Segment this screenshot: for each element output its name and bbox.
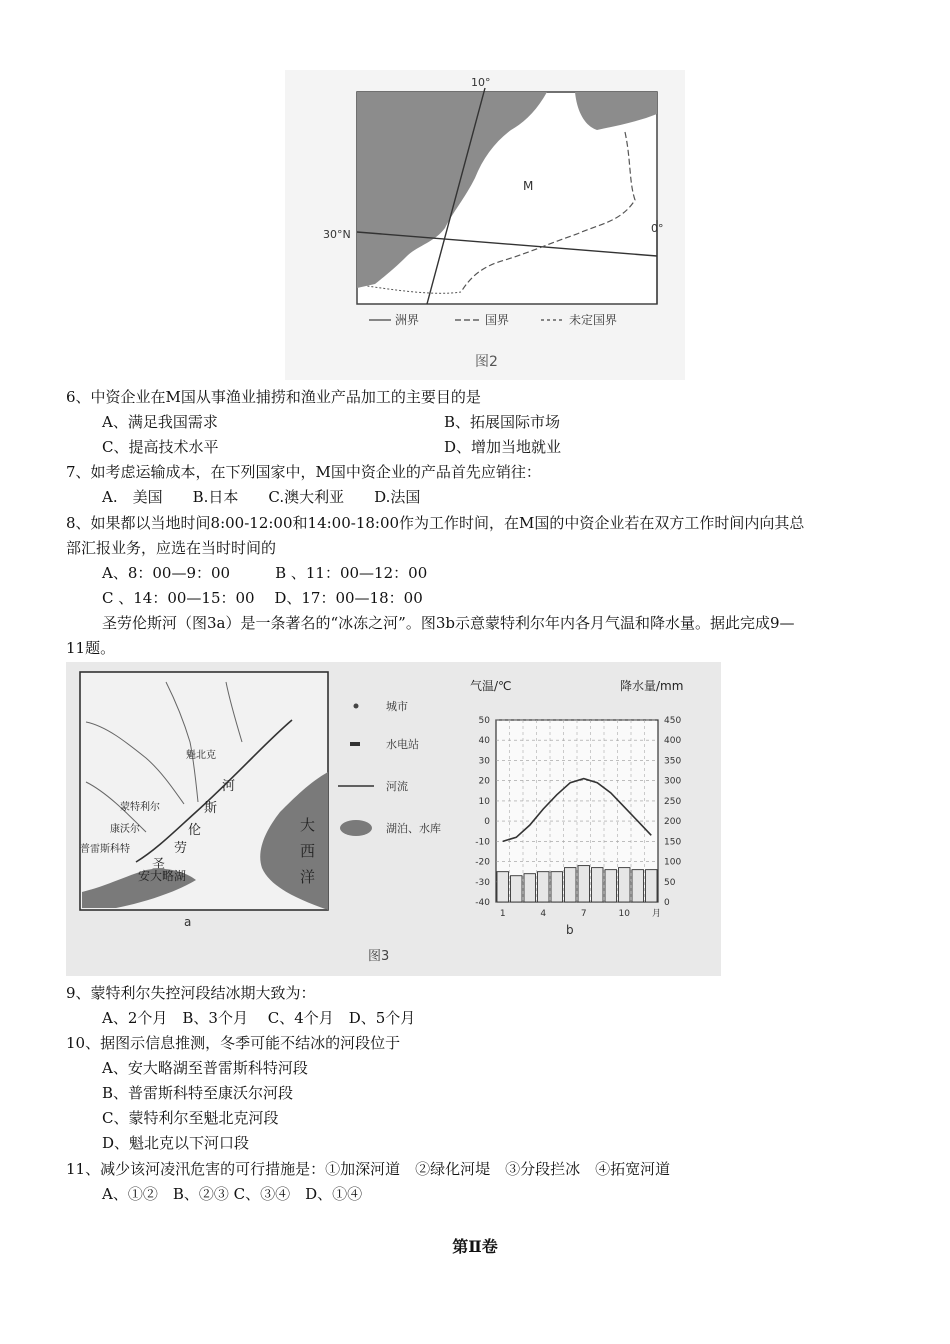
legend-continent-boundary: 洲界 [395,313,420,327]
legend-river: 河流 [386,780,408,793]
q10-stem: 10、据图示信息推测，冬季可能不结冰的河段位于 [66,1034,401,1052]
river-char-3: 伦 [188,823,202,838]
precip-bar [565,868,577,902]
legend-lake: 湖泊、水库 [386,822,441,835]
q6-option-a: A、满足我国需求 [102,413,218,431]
figure-3 [66,662,721,976]
q6-stem: 6、中资企业在M国从事渔业捕捞和渔业产品加工的主要目的是 [66,388,481,406]
label-lat30: 30°N [323,228,351,241]
ytick-right: 150 [664,837,682,848]
label-lon10: 10° [471,76,491,89]
city-montreal: 蒙特利尔 [120,802,160,813]
xtick: 10 [618,909,630,919]
q9-options: A、2个月 B、3个月 C、4个月 D、5个月 [102,1009,416,1027]
precip-bar [511,876,523,902]
xtick: 1 [499,909,506,919]
q10-option-b: B、普雷斯科特至康沃尔河段 [102,1084,294,1102]
ytick-left: -30 [475,877,490,888]
city-prescott: 普雷斯科特 [80,844,130,855]
ocean-char-1: 大 [300,816,316,834]
q8-options-cd: C 、14：00—15：00 D、17：00—18：00 [102,589,423,607]
q11-options: A、①② B、②③ C、③④ D、①④ [102,1185,363,1203]
q11-stem: 11、减少该河凌汛危害的可行措施是：①加深河道 ②绿化河堤 ③分段拦冰 ④拓宽河道 [66,1160,671,1178]
map-sublabel: a [184,915,192,929]
ocean-char-2: 西 [300,842,316,860]
q6-option-b: B、拓展国际市场 [444,413,561,431]
ytick-left: 0 [484,817,490,828]
q10-option-a: A、安大略湖至普雷斯科特河段 [102,1059,308,1077]
q6-option-c: C、提高技术水平 [102,438,219,456]
q6-option-d: D、增加当地就业 [444,438,562,456]
precip-bar [497,872,509,902]
q8-options-ab: A、8：00—9：00 B 、11：00—12：00 [102,564,428,582]
figure-2-caption: 图2 [475,354,498,370]
legend-national-boundary: 国界 [485,313,510,327]
label-lon0: 0° [651,222,664,235]
xaxis-unit: 月 [652,909,662,919]
q8-stem-line1: 8、如果都以当地时间8:00-12:00和14:00-18:00作为工作时间，在M国的中资企业若在双方工作时间内向其总 [66,514,805,532]
precip-bar [632,870,644,902]
q7-stem: 7、如考虑运输成本，在下列国家中，M国中资企业的产品首先应销往： [66,463,541,481]
precip-bar [578,866,590,902]
ytick-right: 250 [664,796,682,807]
figure-2-map [285,70,685,380]
ytick-right: 300 [664,776,682,787]
precip-bar [619,868,631,902]
precip-bar [524,874,536,902]
ytick-right: 50 [664,877,676,888]
ytick-left: 10 [478,796,490,807]
section-heading: 第Ⅱ卷 [452,1237,498,1256]
ytick-right: 350 [664,756,682,767]
ytick-right: 400 [664,736,682,747]
intro-line2: 11题。 [66,639,116,657]
ytick-left: -10 [475,837,490,848]
q10-option-d: D、魁北克以下河口段 [102,1134,250,1152]
ytick-right: 0 [664,898,670,908]
ocean-char-3: 洋 [300,868,316,886]
river-char-1: 圣 [152,857,166,872]
xtick: 7 [580,909,587,919]
ytick-right: 450 [664,716,682,726]
ytick-left: 20 [478,776,490,787]
intro-line1: 圣劳伦斯河（图3a）是一条著名的“冰冻之河”。图3b示意蒙特利尔年内各月气温和降水量。据此完成9— [102,614,795,632]
xtick: 4 [540,909,547,919]
precip-bar [646,870,658,902]
ytick-left: 40 [478,736,490,747]
lake-label: 安大略湖 [138,869,187,883]
city-quebec: 魁北克 [186,750,216,761]
river-char-4: 斯 [204,801,218,816]
q10-option-c: C、蒙特利尔至魁北克河段 [102,1109,279,1127]
label-country-m: M [523,179,534,193]
chart-title-left: 气温/℃ [470,679,512,693]
legend-undetermined-boundary: 未定国界 [569,313,618,327]
precip-bar [592,868,604,902]
river-char-2: 劳 [174,841,188,856]
q6-row1 [102,411,561,433]
chart-title-right: 降水量/mm [620,679,684,693]
ytick-left: 50 [478,716,490,726]
legend-hydropower: 水电站 [386,738,419,751]
precip-bar [551,872,563,902]
ytick-left: -20 [475,857,490,868]
q9-stem: 9、蒙特利尔失控河段结冰期大致为： [66,984,316,1002]
precip-bar [538,872,550,902]
chart-sublabel: b [566,923,574,937]
legend-city: 城市 [386,700,408,713]
figure-3-caption: 图3 [368,949,390,964]
ytick-left: -40 [475,898,490,908]
ytick-right: 100 [664,857,682,868]
q7-options: A. 美国 B.日本 C.澳大利亚 D.法国 [102,488,421,506]
ytick-right: 200 [664,817,682,828]
q6-row2 [102,436,562,458]
precip-bar [605,870,617,902]
q8-stem-line2: 部汇报业务，应选在当时时间的 [66,539,277,557]
ytick-left: 30 [478,756,490,767]
river-char-5: 河 [222,779,236,794]
city-cornwall: 康沃尔 [110,824,140,835]
